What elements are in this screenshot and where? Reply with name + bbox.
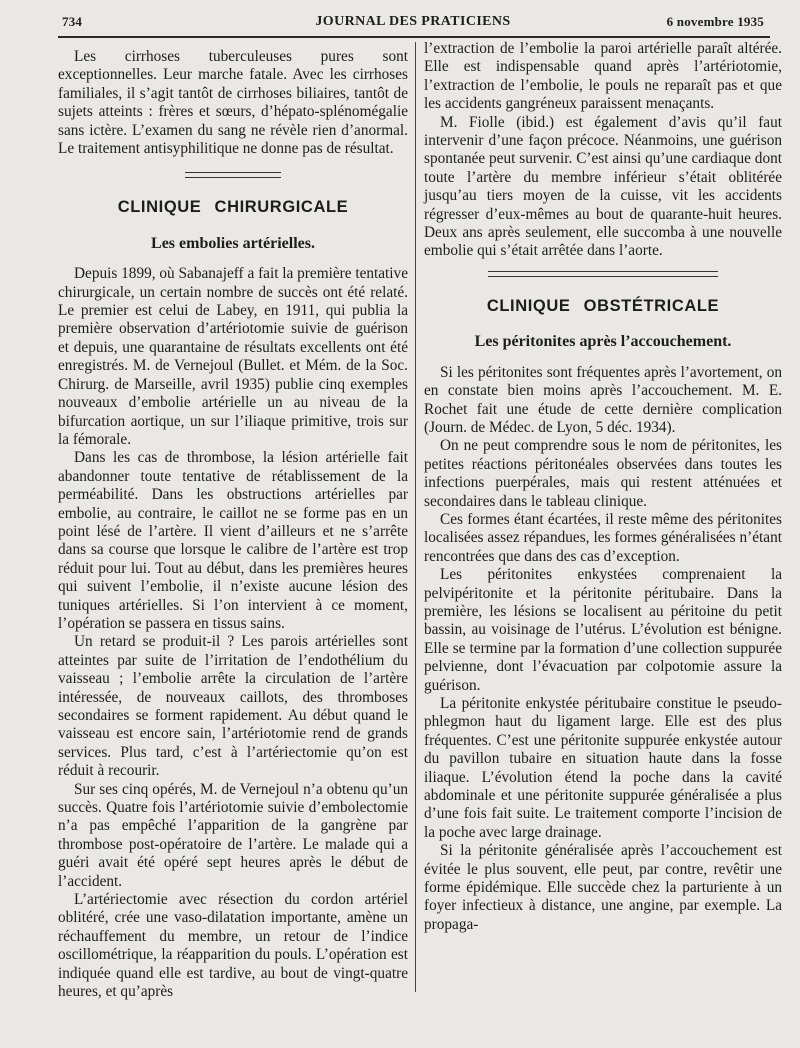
paragraph: Si les péritonites sont fréquentes après l’avortement, on en constate bien moins après l’accouchement. M. E. Rochet fait une étude de cette dernière complication (Journ. de Médec. de Lyon, 5 déc. 1934).: [424, 363, 782, 436]
page-number: 734: [62, 14, 83, 29]
article-title-peritonites: Les péritonites après l’accouchement.: [474, 333, 732, 351]
article-title-embolies: Les embolies artérielles.: [151, 234, 315, 252]
paragraph: Ces formes étant écartées, il reste même des péritonites localisées assez répandues, les formes généralisées n’étant rencontrées que dans des cas d’exception.: [424, 510, 782, 565]
paragraph: Les péritonites enkystées comprenaient la pelvipéritonite et la péritonite péritubaire. Dans la première, les lésions se localisent au péritoine du petit bassin, au voisinage de l’utérus. L’évolution est bénigne. Elle se termine par la formation d’une collection suppurée pelvienne, dont l’évacuation par colpotomie assure la guérison.: [424, 566, 782, 694]
paragraph: Depuis 1899, où Sabanajeff a fait la première tentative chirurgicale, un certain nombre de succès ont été relaté. Le premier est celui de Labey, en 1911, qui publia la première observation d’artériotomie suivie de guérison et depuis, une quarantaine de résultats excellents ont été enregistrés. M. de Vernejoul (Bullet. et Mém. de la Soc. Chirurg. de Marseille, avril 1935) publie cinq exemples nouveaux d’embolie artérielle un au niveau de la bifurcation aortique, un sur l’iliaque primitive, trois sur la fémorale.: [58, 265, 408, 448]
paragraph: Sur ses cinq opérés, M. de Vernejoul n’a obtenu qu’un succès. Quatre fois l’artériotomie suivie d’embolectomie n’a pas empêché l’apparition de la gangrène par thrombose post-opératoire de l’artère. Le malade qui a guéri avait été opéré sept heures après le début de l’accident.: [58, 780, 408, 890]
paragraph: Si la péritonite généralisée après l’accouchement est évitée le plus souvent, elle peut, par contre, revêtir une forme épidémique. Elle succède chez la parturiente à un foyer infectieux à distance, une angine, par exemple. La propaga-: [424, 842, 782, 933]
journal-title: JOURNAL DES PRATICIENS: [315, 14, 511, 29]
paragraph: L’artériectomie avec résection du cordon artériel oblitéré, crée une vaso-dilatation importante, amène un réchauffement du membre, un retour de l’indice oscillométrique, la réapparition du pouls. L’opération est indiquée quand elle est tardive, au bout de vingt-quatre heures, et qu’après: [58, 891, 408, 1001]
paragraph: La péritonite enkystée péritubaire constitue le pseudo-phlegmon haut du ligament large. Elle est des plus fréquentes. C’est une péritonite suppurée enkystée autour du pavillon tubaire en situation haute dans la fosse iliaque. L’évolution étend la poche dans la cavité abdominale et une péritonite suppurée généralisée a plus d’une fois fait suite. Le traitement comporte l’incision de la poche avec large drainage.: [424, 695, 782, 841]
running-head: [58, 14, 768, 36]
intro-paragraph: Les cirrhoses tuberculeuses pures sont exceptionnelles. Leur marche fatale. Avec les cirrhoses familiales, il s’agit tantôt de cirrhoses biliaires, tantôt de sujets atteints : frères et sœurs, d’hépato-splénomégalie sans ictère. L’examen du sang ne révèle rien d’anormal. Le traitement antisyphilitique ne donne pas de résultat.: [58, 48, 408, 158]
issue-date: 6 novembre 1935: [666, 14, 764, 29]
paragraph: On ne peut comprendre sous le nom de péritonites, les petites réactions péritonéales observées dans toutes les infections puerpérales, mais qui restent atténuées et secondaires dans le tableau clinique.: [424, 437, 782, 510]
left-column: [58, 48, 408, 1002]
paragraph: M. Fiolle (ibid.) est également d’avis qu’il faut intervenir d’une façon précoce. Néanmoins, une guérison spontanée peut survenir. C’est ainsi qu’une cardiaque dont toute l’artère du membre inférieur s’était oblitérée jusqu’au tiers moyen de la cuisse, vit les accidents régresser d’eux-mêmes au bout de quarante-huit heures. Deux ans après seulement, elle succomba à une nouvelle embolie qui s’était arrêtée dans l’aorte.: [424, 113, 782, 260]
paragraph: Un retard se produit-il ? Les parois artérielles sont atteintes par suite de l’irritation de l’endothélium du vaisseau ; l’embolie arrête la circulation de l’artère intéressée, de nouveaux caillots, des thromboses secondaires se forment rapidement. Au début quand le vaisseau est encore sain, l’artériotomie rend de grands services. Plus tard, c’est à l’artériectomie qu’on est réduit à recourir.: [58, 633, 408, 780]
section-title-chirurgicale: CLINIQUE CHIRURGICALE: [117, 198, 349, 217]
section-separator: [185, 172, 281, 178]
paragraph: Dans les cas de thrombose, la lésion artérielle fait abandonner toute tentative de rétablissement de la perméabilité. Dans les obstructions artérielles par embolie, au contraire, le caillot ne se forme pas en un point lésé de l’artère. Il vient d’ailleurs et ne s’arrête dans sa course que lorsque le calibre de l’artère est trop réduit pour lui. Tout au début, dans les premières heures qui suivent l’embolie, il n’existe aucune lésion des tuniques artérielles. Si l’on intervient à ce moment, l’opération se passera en tissus sains.: [58, 449, 408, 632]
continuation-paragraph: l’extraction de l’embolie la paroi artérielle paraît altérée. Elle est indispensable quand après l’artériotomie, l’extraction de l’embolie, le pouls ne reparaît pas et que les accidents gangréneux paraissent menaçants.: [424, 40, 782, 113]
header-rule: [58, 36, 770, 38]
section-separator: [488, 271, 718, 277]
section-title-obstetricale: CLINIQUE OBSTÉTRICALE: [486, 296, 720, 315]
column-divider: [415, 42, 416, 992]
right-column: [424, 40, 782, 934]
